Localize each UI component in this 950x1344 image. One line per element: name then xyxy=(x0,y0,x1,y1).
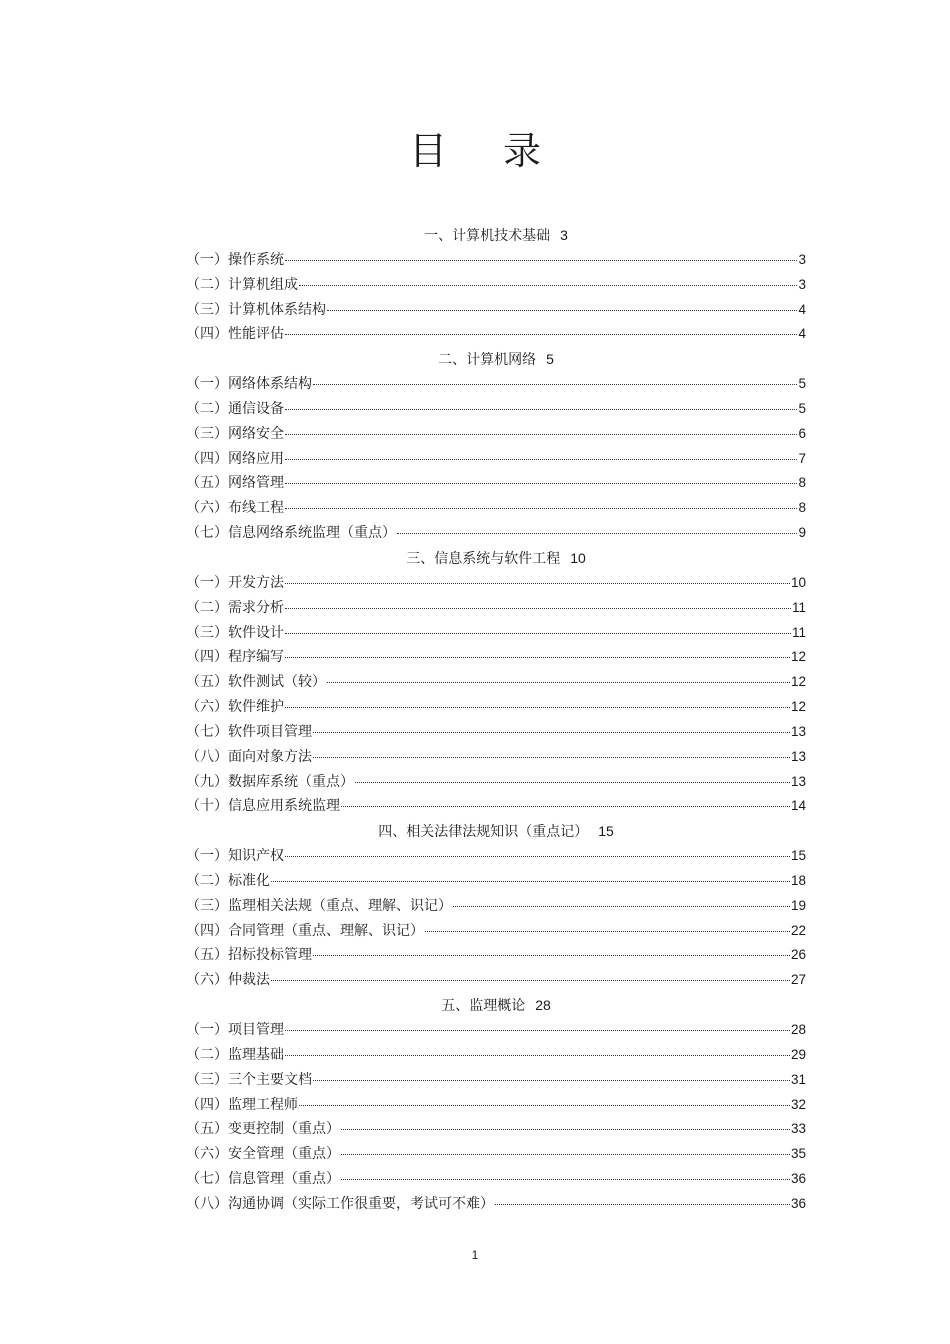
toc-entry-label: （二）需求分析 xyxy=(186,599,284,616)
toc-entry-page-number: 5 xyxy=(798,376,806,392)
dot-leader xyxy=(397,532,797,534)
toc-entry[interactable] xyxy=(186,422,806,447)
toc-entry[interactable] xyxy=(186,1093,806,1118)
dot-leader xyxy=(313,954,790,956)
toc-entry[interactable] xyxy=(186,521,806,546)
toc-entry-label: （六）软件维护 xyxy=(186,699,284,716)
toc-entry-label: （五）变更控制（重点） xyxy=(186,1121,340,1138)
dot-leader xyxy=(285,1054,790,1056)
dot-leader xyxy=(327,681,790,683)
dot-leader xyxy=(285,507,797,509)
dot-leader xyxy=(285,458,797,460)
page-title: 目 录 xyxy=(408,129,564,173)
toc-entry-label: （三）三个主要文档 xyxy=(186,1071,312,1088)
toc-entry-page-number: 11 xyxy=(791,599,806,615)
toc-entry-page-number: 32 xyxy=(790,1096,806,1112)
toc-entry-page-number: 13 xyxy=(790,773,806,789)
toc-entry-page-number: 28 xyxy=(790,1022,806,1037)
toc-entry[interactable] xyxy=(186,372,806,397)
toc-section-heading[interactable] xyxy=(186,546,806,571)
toc-entry[interactable] xyxy=(186,496,806,521)
dot-leader xyxy=(285,1029,790,1031)
toc-entry-label: （十）信息应用系统监理 xyxy=(186,798,340,815)
toc-entry-page-number: 13 xyxy=(790,748,806,764)
toc-entry[interactable] xyxy=(186,894,806,919)
toc-entry-page-number: 26 xyxy=(790,947,806,963)
dot-leader xyxy=(285,433,797,435)
dot-leader xyxy=(425,930,790,932)
toc-entry-page-number: 31 xyxy=(790,1071,806,1087)
toc-entry-page-number: 18 xyxy=(790,872,806,888)
section-page-number: 10 xyxy=(570,549,586,566)
toc-entry-page-number: 3 xyxy=(798,251,806,267)
toc-entry[interactable] xyxy=(186,273,806,298)
toc-entry[interactable] xyxy=(186,1167,806,1192)
toc-entry-label: （一）项目管理 xyxy=(186,1022,284,1038)
toc-entry[interactable] xyxy=(186,919,806,944)
dot-leader xyxy=(285,408,797,410)
dot-leader xyxy=(453,905,790,907)
toc-entry-label: （五）软件测试（较） xyxy=(186,674,326,691)
toc-entry-page-number: 8 xyxy=(798,475,806,491)
toc-entry[interactable] xyxy=(186,1117,806,1142)
dot-leader xyxy=(299,284,797,286)
toc-entry-label: （六）安全管理（重点） xyxy=(186,1146,340,1163)
section-heading-label: 三、信息系统与软件工程 xyxy=(406,550,561,567)
dot-leader xyxy=(341,1178,790,1180)
dot-leader xyxy=(313,731,790,733)
toc-section-heading[interactable] xyxy=(186,347,806,372)
dot-leader xyxy=(341,1128,790,1130)
dot-leader xyxy=(313,756,790,758)
toc-entry-page-number: 15 xyxy=(790,848,806,864)
dot-leader xyxy=(271,880,790,882)
toc-entry[interactable] xyxy=(186,397,806,422)
dot-leader xyxy=(285,333,797,335)
toc-entry[interactable] xyxy=(186,745,806,770)
dot-leader xyxy=(313,383,797,385)
toc-entry-label: （四）合同管理（重点、理解、识记） xyxy=(186,922,424,939)
toc-entry-label: （六）布线工程 xyxy=(186,500,284,517)
toc-entry-page-number: 36 xyxy=(790,1195,806,1211)
page-number: 1 xyxy=(471,1248,479,1262)
toc-entry[interactable] xyxy=(186,248,806,273)
toc-entry-page-number: 35 xyxy=(790,1146,806,1162)
toc-entry[interactable] xyxy=(186,596,806,621)
toc-entry-page-number: 10 xyxy=(790,574,806,590)
dot-leader xyxy=(355,781,790,783)
toc-section-heading[interactable] xyxy=(186,993,806,1018)
toc-entry-label: （一）网络体系结构 xyxy=(186,376,312,393)
dot-leader xyxy=(285,706,790,708)
toc-entry-label: （七）信息网络系统监理（重点） xyxy=(186,525,396,542)
dot-leader xyxy=(299,1104,790,1106)
toc-entry-label: （五）网络管理 xyxy=(186,475,284,492)
toc-entry[interactable] xyxy=(186,1018,806,1043)
toc-entry-page-number: 12 xyxy=(790,674,806,690)
section-page-number: 15 xyxy=(598,823,614,840)
toc-entry-page-number: 9 xyxy=(798,525,806,541)
dot-leader xyxy=(341,1153,790,1155)
section-heading-label: 二、计算机网络 xyxy=(438,352,537,369)
toc-entry-label: （四）网络应用 xyxy=(186,450,284,467)
section-heading-label: 五、监理概论 xyxy=(441,998,526,1015)
dot-leader xyxy=(495,1203,790,1205)
toc-entry-page-number: 19 xyxy=(790,897,806,913)
toc-entry[interactable] xyxy=(186,869,806,894)
toc-section-heading[interactable] xyxy=(186,223,806,248)
toc-entry-page-number: 4 xyxy=(798,326,806,342)
toc-entry[interactable] xyxy=(186,645,806,670)
toc-entry-label: （七）信息管理（重点） xyxy=(186,1171,340,1188)
table-of-contents xyxy=(186,223,806,1217)
toc-entry-label: （四）监理工程师 xyxy=(186,1096,298,1113)
toc-entry-page-number: 27 xyxy=(790,972,806,988)
toc-entry-label: （二）通信设备 xyxy=(186,400,284,417)
toc-entry[interactable] xyxy=(186,1192,806,1217)
dot-leader xyxy=(313,1079,790,1081)
toc-entry-page-number: 5 xyxy=(798,400,806,416)
toc-entry[interactable] xyxy=(186,770,806,795)
dot-leader xyxy=(327,309,797,311)
toc-entry[interactable] xyxy=(186,298,806,323)
dot-leader xyxy=(341,805,790,807)
toc-entry[interactable] xyxy=(186,794,806,819)
section-heading-label: 一、计算机技术基础 xyxy=(424,228,551,244)
dot-leader xyxy=(285,607,791,609)
toc-entry-label: （三）监理相关法规（重点、理解、识记） xyxy=(186,897,452,914)
toc-entry-label: （一）开发方法 xyxy=(186,574,284,591)
section-page-number: 28 xyxy=(535,997,551,1014)
toc-entry-label: （二）监理基础 xyxy=(186,1046,284,1063)
dot-leader xyxy=(285,656,790,658)
toc-entry[interactable] xyxy=(186,571,806,596)
dot-leader xyxy=(271,979,790,981)
dot-leader xyxy=(285,582,790,584)
toc-entry-label: （五）招标投标管理 xyxy=(186,947,312,964)
toc-entry-label: （八）沟通协调（实际工作很重要，考试可不难） xyxy=(186,1195,494,1212)
toc-entry-label: （一）操作系统 xyxy=(186,251,284,268)
toc-entry-label: （二）计算机组成 xyxy=(186,276,298,293)
toc-entry[interactable] xyxy=(186,621,806,646)
toc-entry-label: （三）软件设计 xyxy=(186,624,284,641)
toc-entry-label: （四）程序编写 xyxy=(186,649,284,666)
dot-leader xyxy=(285,855,790,857)
toc-entry-page-number: 36 xyxy=(790,1171,806,1187)
toc-entry-page-number: 4 xyxy=(798,301,806,317)
toc-entry[interactable] xyxy=(186,447,806,472)
toc-entry-page-number: 22 xyxy=(790,922,806,938)
toc-section-heading[interactable] xyxy=(186,819,806,844)
toc-entry[interactable] xyxy=(186,1068,806,1093)
toc-entry-label: （六）仲裁法 xyxy=(186,972,270,989)
toc-entry-page-number: 11 xyxy=(791,624,806,640)
toc-entry[interactable] xyxy=(186,968,806,993)
toc-entry-label: （一）知识产权 xyxy=(186,848,284,865)
dot-leader xyxy=(285,259,797,261)
toc-entry[interactable] xyxy=(186,1142,806,1167)
toc-entry-label: （四）性能评估 xyxy=(186,326,284,343)
toc-entry-page-number: 6 xyxy=(798,425,806,441)
toc-entry-page-number: 3 xyxy=(798,276,806,292)
toc-entry[interactable] xyxy=(186,471,806,496)
toc-entry-label: （三）计算机体系结构 xyxy=(186,301,326,318)
toc-entry-page-number: 7 xyxy=(798,450,806,466)
toc-entry-page-number: 8 xyxy=(798,500,806,516)
toc-entry-label: （七）软件项目管理 xyxy=(186,723,312,740)
toc-entry[interactable] xyxy=(186,1043,806,1068)
toc-entry-page-number: 14 xyxy=(790,798,806,814)
dot-leader xyxy=(285,632,791,634)
section-page-number: 5 xyxy=(546,351,554,368)
toc-entry[interactable] xyxy=(186,695,806,720)
toc-entry-page-number: 12 xyxy=(790,699,806,715)
section-heading-label: 四、相关法律法规知识（重点记） xyxy=(378,824,589,841)
toc-entry-label: （八）面向对象方法 xyxy=(186,748,312,765)
toc-entry[interactable] xyxy=(186,322,806,347)
toc-entry-page-number: 12 xyxy=(790,649,806,665)
toc-entry-label: （二）标准化 xyxy=(186,872,270,889)
toc-entry[interactable] xyxy=(186,844,806,869)
toc-entry-label: （三）网络安全 xyxy=(186,425,284,442)
section-page-number: 3 xyxy=(560,227,568,243)
toc-entry[interactable] xyxy=(186,943,806,968)
dot-leader xyxy=(285,482,797,484)
toc-entry[interactable] xyxy=(186,670,806,695)
toc-entry-page-number: 13 xyxy=(790,723,806,739)
toc-entry-label: （九）数据库系统（重点） xyxy=(186,773,354,790)
toc-entry-page-number: 33 xyxy=(790,1121,806,1137)
toc-entry[interactable] xyxy=(186,720,806,745)
toc-entry-page-number: 29 xyxy=(790,1046,806,1062)
